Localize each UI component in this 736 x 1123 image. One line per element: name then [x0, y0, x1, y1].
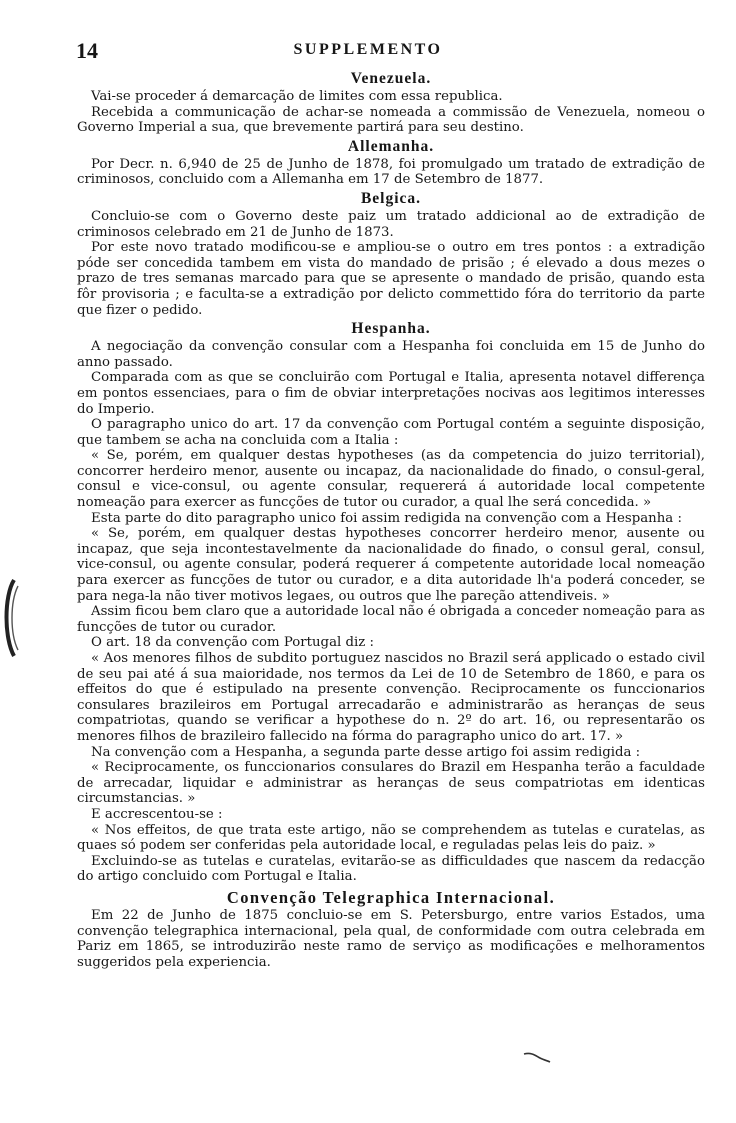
paragraph: Comparada com as que se concluirão com Portugal e Italia, apresenta notavel differença em pontos essenciaes, para o fim de obviar interpretações nocivas aos legitimos interesses do Imperio.: [77, 370, 705, 417]
paragraph: Em 22 de Junho de 1875 concluio-se em S. Petersburgo, entre varios Estados, uma convenção telegraphica internacional, pela qual, de conformidade com outra celebrada em Pariz em 1865, se introduzirão neste ramo de serviço as modificações e melhoramentos suggeridos pela experiencia.: [77, 907, 705, 970]
section-title-convencao-telegraphica: Convenção Telegraphica Internacional.: [226, 887, 556, 907]
paragraph: O art. 18 da convenção com Portugal diz :: [91, 635, 374, 651]
paragraph: E accrescentou-se :: [91, 806, 223, 822]
paragraph: Concluio-se com o Governo deste paiz um tratado addicional ao de extradição de criminosos celebrado em 21 de Junho de 1873.: [77, 208, 705, 240]
page-number: 14: [76, 38, 98, 63]
document-body: [77, 68, 705, 970]
pen-mark-decoration: [522, 1050, 552, 1064]
quote-paragraph: « Se, porém, em qualquer destas hypotheses (as da competencia do juizo territorial), concorrer herdeiro menor, ausente ou incapaz, da nacionalidade do finado, o consul-geral, consul e vice-consul, ou agente consular, requererá á autoridade local competente nomeação para exercer as funcções de tutor ou curador, a qual lhe será concedida. »: [77, 448, 705, 511]
paragraph: Por Decr. n. 6,940 de 25 de Junho de 1878, foi promulgado um tratado de extradição de criminosos, concluido com a Allemanha em 17 de Setembro de 1877.: [77, 156, 705, 188]
paragraph: Excluindo-se as tutelas e curatelas, evitarão-se as difficuldades que nascem da redacção do artigo concluido com Portugal e Italia.: [77, 853, 705, 885]
paragraph: Por este novo tratado modificou-se e ampliou-se o outro em tres pontos : a extradição póde ser concedida tambem em vista do mandado de prisão ; é elevado a dous mezes o prazo de tres semanas marcado para que se apresente o mandado de prisão, quando esta fôr provisoria ; e faculta-se a extradição por delicto commettido fóra do territorio da parte que fizer o pedido.: [77, 240, 705, 318]
section-title-hespanha: Hespanha.: [351, 320, 431, 338]
section-title-belgica: Belgica.: [360, 189, 422, 207]
quote-paragraph: « Nos effeitos, de que trata este artigo, não se comprehendem as tutelas e curatelas, as quaes só podem ser conferidas pela autoridade local, e reguladas pelas leis do paiz. »: [77, 822, 705, 854]
quote-paragraph: « Se, porém, em qualquer destas hypotheses concorrer herdeiro menor, ausente ou incapaz, que seja incontestavelmente da nacionalidade do finado, o consul geral, consul, vice-consul, ou agente consular, poderá requerer á competente autoridade local nomeação para exercer as funcções de tutor ou curador, e a dita autoridade lh'a poderá conceder, se para nega-la não tiver motivos legaes, ou outros que lhe pareção attendiveis. »: [77, 526, 705, 604]
binding-edge-mark: [0, 578, 22, 658]
page-header: [0, 38, 736, 66]
paragraph: Recebida a communicação de achar-se nomeada a commissão de Venezuela, nomeou o Governo Imperial a sua, que brevemente partirá para seu destino.: [77, 104, 705, 136]
section-title-venezuela: Venezuela.: [350, 70, 432, 87]
paragraph: Na convenção com a Hespanha, a segunda parte desse artigo foi assim redigida :: [91, 744, 641, 760]
paragraph: O paragrapho unico do art. 17 da convenção com Portugal contém a seguinte disposição, que tambem se acha na concluida com a Italia :: [77, 417, 705, 448]
paragraph: A negociação da convenção consular com a Hespanha foi concluida em 15 de Junho do anno passado.: [77, 339, 705, 370]
section-title-allemanha: Allemanha.: [347, 137, 435, 155]
running-title: SUPPLEMENTO: [293, 41, 443, 58]
paragraph: Esta parte do dito paragrapho unico foi assim redigida na convenção com a Hespanha :: [91, 510, 682, 526]
paragraph: Vai-se proceder á demarcação de limites com essa republica.: [91, 89, 503, 104]
quote-paragraph: « Aos menores filhos de subdito portuguez nascidos no Brazil será applicado o estado civil de seu pai até á sua maioridade, nos termos da Lei de 10 de Setembro de 1860, e para os effeitos do que é estipulado na presente convenção. Reciprocamente os funccionarios consulares brazileiros em Portugal arrecadarão e administrarão as heranças de seus compatriotas, quando se verificar a hypothese do n. 2º do art. 16, ou representarão os menores filhos de brazileiro fallecido na fórma do paragrapho unico do art. 17. »: [77, 651, 705, 744]
quote-paragraph: « Reciprocamente, os funccionarios consulares do Brazil em Hespanha terão a faculdade de arrecadar, liquidar e administrar as heranças de seus compatriotas em identicas circumstancias. »: [77, 760, 705, 807]
paragraph: Assim ficou bem claro que a autoridade local não é obrigada a conceder nomeação para as funcções de tutor ou curador.: [77, 604, 705, 635]
